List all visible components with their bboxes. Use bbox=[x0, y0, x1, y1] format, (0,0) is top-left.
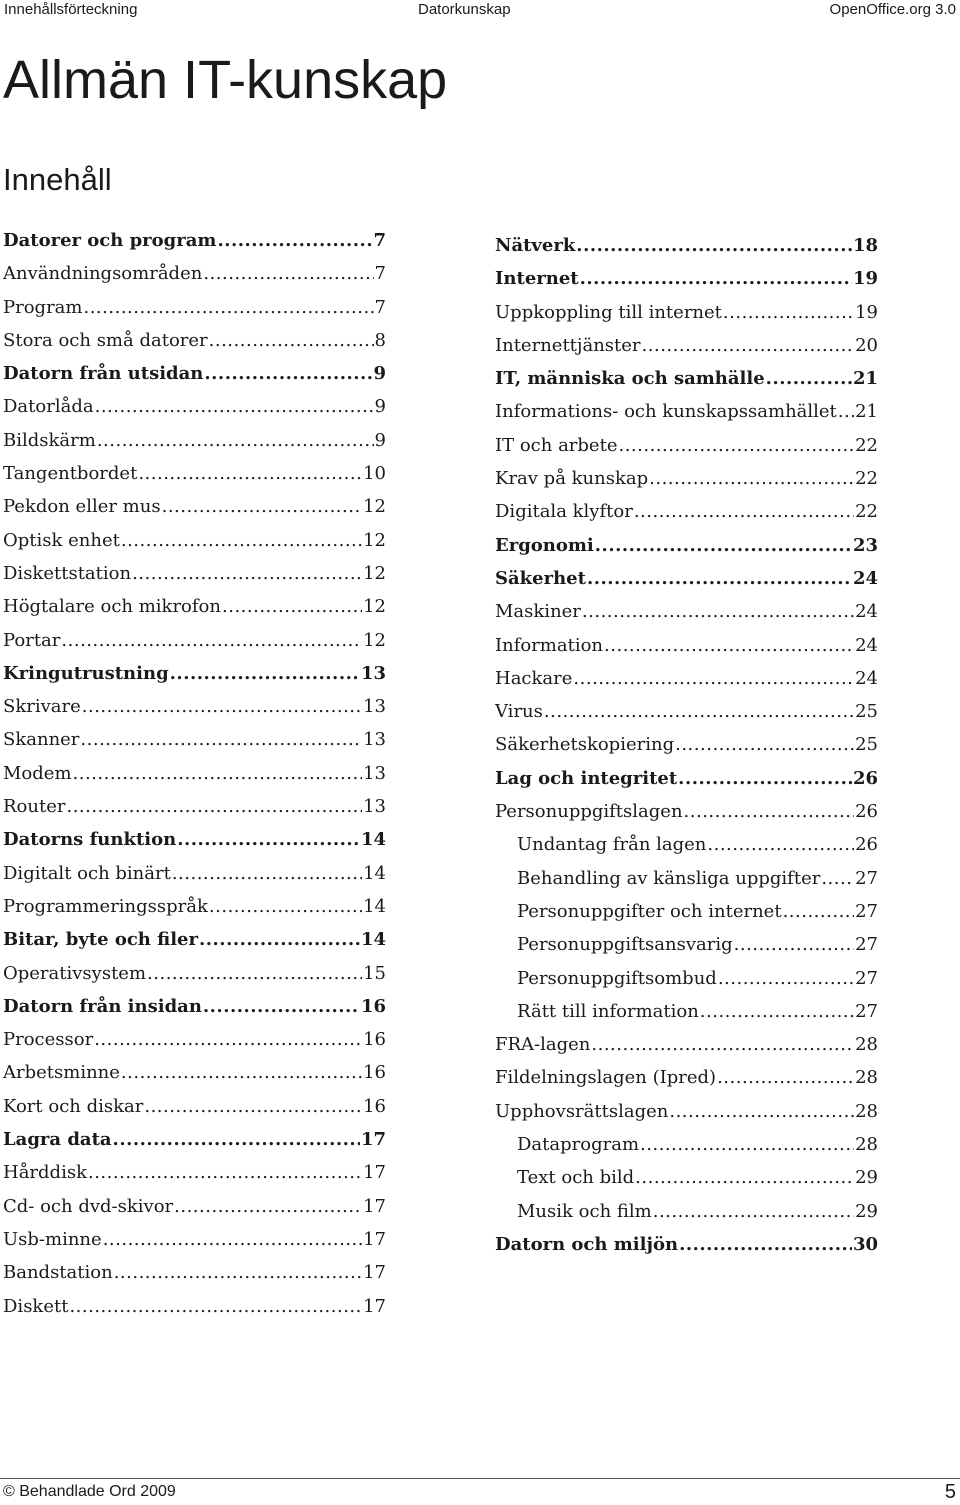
toc-dot-leader bbox=[147, 957, 362, 990]
toc-dot-leader bbox=[821, 862, 854, 895]
toc-entry-label: FRA-lagen bbox=[495, 1034, 591, 1056]
toc-entry[interactable] bbox=[3, 257, 386, 290]
toc-dot-leader bbox=[675, 728, 854, 761]
toc-entry[interactable] bbox=[3, 990, 386, 1023]
toc-entry[interactable] bbox=[3, 890, 386, 923]
toc-entry-page: 29 bbox=[855, 1167, 878, 1189]
toc-entry-page: 17 bbox=[363, 1195, 386, 1217]
toc-entry-page: 13 bbox=[360, 662, 386, 684]
toc-entry[interactable] bbox=[3, 1023, 386, 1056]
toc-dot-leader bbox=[642, 329, 855, 362]
toc-entry-page: 30 bbox=[852, 1233, 878, 1255]
toc-entry-label: Nätverk bbox=[495, 235, 576, 256]
toc-entry-label: IT, människa och samhälle bbox=[495, 368, 765, 390]
toc-entry[interactable] bbox=[495, 695, 878, 728]
toc-dot-leader bbox=[82, 690, 362, 723]
toc-dot-leader bbox=[649, 462, 854, 495]
toc-dot-leader bbox=[587, 562, 852, 595]
toc-entry-label: Kringutrustning bbox=[3, 662, 169, 684]
toc-entry[interactable] bbox=[495, 329, 878, 362]
toc-entry[interactable] bbox=[495, 462, 878, 495]
toc-entry-page: 15 bbox=[363, 962, 386, 984]
toc-entry[interactable] bbox=[495, 1128, 878, 1161]
toc-entry[interactable] bbox=[3, 1056, 386, 1089]
toc-entry[interactable] bbox=[3, 1256, 386, 1289]
toc-dot-leader bbox=[734, 928, 854, 961]
toc-entry-label: Personuppgiftsombud bbox=[517, 967, 717, 989]
toc-entry-page: 9 bbox=[374, 429, 386, 451]
toc-entry-label: Usb-minne bbox=[3, 1228, 102, 1250]
toc-dot-leader bbox=[170, 657, 360, 690]
toc-entry-page: 17 bbox=[363, 1262, 386, 1284]
toc-entry[interactable] bbox=[3, 624, 386, 657]
toc-entry-label: Information bbox=[495, 634, 604, 656]
toc-dot-leader bbox=[144, 1090, 362, 1123]
toc-entry-page: 14 bbox=[363, 895, 386, 917]
toc-dot-leader bbox=[83, 291, 373, 324]
toc-entry-page: 21 bbox=[852, 368, 878, 390]
toc-entry-label: Operativsystem bbox=[3, 962, 147, 984]
toc-dot-leader bbox=[132, 557, 362, 590]
toc-dot-leader bbox=[121, 524, 362, 557]
toc-dot-leader bbox=[97, 424, 374, 457]
toc-dot-leader bbox=[217, 224, 372, 257]
toc-dot-leader bbox=[783, 895, 855, 928]
toc-entry-label: Programmeringsspråk bbox=[3, 895, 208, 917]
toc-entry[interactable] bbox=[495, 395, 878, 428]
toc-entry-label: Bildskärm bbox=[3, 429, 96, 451]
toc-dot-leader bbox=[544, 695, 854, 728]
toc-entry-label: Diskett bbox=[3, 1295, 69, 1317]
toc-entry-page: 13 bbox=[363, 796, 386, 818]
toc-entry-label: Informations- och kunskapssamhället bbox=[495, 401, 837, 423]
toc-entry[interactable] bbox=[495, 1095, 878, 1128]
toc-dot-leader bbox=[723, 296, 854, 329]
toc-entry[interactable] bbox=[3, 224, 386, 257]
toc-entry[interactable] bbox=[495, 1228, 878, 1261]
toc-entry-page: 28 bbox=[855, 1067, 878, 1089]
toc-dot-leader bbox=[634, 495, 854, 528]
toc-entry[interactable] bbox=[495, 662, 878, 695]
toc-entry-page: 28 bbox=[855, 1034, 878, 1056]
toc-dot-leader bbox=[678, 762, 852, 795]
toc-column-right bbox=[495, 229, 878, 1261]
toc-entry-page: 24 bbox=[855, 667, 878, 689]
toc-entry-label: Hackare bbox=[495, 667, 573, 689]
toc-entry[interactable] bbox=[3, 657, 386, 690]
toc-entry-label: Kort och diskar bbox=[3, 1095, 144, 1117]
toc-entry-page: 17 bbox=[363, 1162, 386, 1184]
toc-dot-leader bbox=[591, 1028, 854, 1061]
footer-divider bbox=[0, 1478, 960, 1479]
toc-entry-page: 23 bbox=[852, 534, 878, 556]
page-title: Allmän IT-kunskap bbox=[3, 50, 448, 110]
toc-entry-label: Rätt till information bbox=[517, 1000, 699, 1022]
toc-dot-leader bbox=[717, 1061, 854, 1094]
toc-entry-page: 25 bbox=[855, 701, 878, 723]
toc-entry[interactable] bbox=[495, 795, 878, 828]
toc-entry-label: Högtalare och mikrofon bbox=[3, 596, 221, 618]
toc-entry[interactable] bbox=[495, 895, 878, 928]
toc-entry-label: Digitalt och binärt bbox=[3, 862, 171, 884]
toc-entry-page: 14 bbox=[363, 862, 386, 884]
toc-entry-page: 22 bbox=[855, 501, 878, 523]
toc-entry-page: 24 bbox=[855, 601, 878, 623]
toc-entry[interactable] bbox=[495, 495, 878, 528]
toc-dot-leader bbox=[618, 429, 854, 462]
toc-entry-label: Datorn och miljön bbox=[495, 1233, 679, 1255]
toc-entry-label: Behandling av känsliga uppgifter bbox=[517, 867, 821, 889]
toc-dot-leader bbox=[94, 1023, 362, 1056]
toc-entry-page: 9 bbox=[373, 363, 386, 385]
toc-entry-label: Upphovsrättslagen bbox=[495, 1100, 669, 1122]
toc-entry-label: Diskettstation bbox=[3, 562, 132, 584]
toc-entry-page: 27 bbox=[855, 867, 878, 889]
toc-dot-leader bbox=[595, 529, 852, 562]
toc-entry[interactable] bbox=[495, 828, 878, 861]
toc-entry[interactable] bbox=[3, 357, 386, 390]
toc-entry-label: Skanner bbox=[3, 729, 80, 751]
toc-entry-page: 16 bbox=[363, 1062, 386, 1084]
toc-entry[interactable] bbox=[495, 262, 878, 295]
toc-entry-page: 28 bbox=[855, 1100, 878, 1122]
toc-entry-label: Datorlåda bbox=[3, 396, 94, 418]
toc-entry-page: 14 bbox=[360, 829, 386, 851]
toc-entry-page: 8 bbox=[374, 329, 386, 351]
toc-entry[interactable] bbox=[3, 790, 386, 823]
toc-entry[interactable] bbox=[495, 595, 878, 628]
toc-entry-label: Program bbox=[3, 296, 83, 318]
toc-entry-label: Pekdon eller mus bbox=[3, 496, 161, 518]
toc-dot-leader bbox=[684, 795, 855, 828]
toc-entry-label: Dataprogram bbox=[517, 1134, 640, 1156]
toc-entry-page: 26 bbox=[855, 801, 878, 823]
toc-entry[interactable] bbox=[3, 690, 386, 723]
toc-dot-leader bbox=[174, 1190, 362, 1223]
toc-entry-page: 12 bbox=[363, 562, 386, 584]
toc-entry-label: Processor bbox=[3, 1029, 94, 1051]
toc-entry-label: Bandstation bbox=[3, 1262, 113, 1284]
toc-entry[interactable] bbox=[3, 1156, 386, 1189]
toc-entry[interactable] bbox=[3, 823, 386, 856]
toc-entry[interactable] bbox=[3, 524, 386, 557]
toc-dot-leader bbox=[222, 590, 362, 623]
toc-entry-page: 22 bbox=[855, 434, 878, 456]
toc-entry-page: 25 bbox=[855, 734, 878, 756]
toc-dot-leader bbox=[209, 890, 362, 923]
toc-entry-label: Ergonomi bbox=[495, 534, 594, 556]
footer-page-number: 5 bbox=[944, 1481, 956, 1503]
toc-entry[interactable] bbox=[495, 1028, 878, 1061]
toc-entry[interactable] bbox=[495, 1161, 878, 1194]
toc-entry-label: Virus bbox=[495, 701, 543, 723]
toc-entry-page: 27 bbox=[855, 1000, 878, 1022]
toc-entry-page: 26 bbox=[852, 767, 878, 789]
toc-entry[interactable] bbox=[495, 362, 878, 395]
toc-dot-leader bbox=[718, 962, 854, 995]
toc-dot-leader bbox=[121, 1056, 362, 1089]
toc-dot-leader bbox=[73, 757, 363, 790]
toc-entry-page: 24 bbox=[852, 567, 878, 589]
toc-entry-page: 28 bbox=[855, 1134, 878, 1156]
toc-entry[interactable] bbox=[495, 562, 878, 595]
toc-dot-leader bbox=[66, 790, 362, 823]
toc-entry-page: 16 bbox=[363, 1095, 386, 1117]
toc-dot-leader bbox=[576, 229, 852, 262]
toc-entry[interactable] bbox=[3, 957, 386, 990]
toc-entry-page: 19 bbox=[855, 301, 878, 323]
toc-entry[interactable] bbox=[495, 1061, 878, 1094]
toc-entry[interactable] bbox=[495, 229, 878, 262]
toc-entry[interactable] bbox=[495, 429, 878, 462]
toc-entry-label: Lagra data bbox=[3, 1129, 112, 1151]
toc-entry-label: Musik och film bbox=[517, 1200, 652, 1222]
toc-entry-label: Datorns funktion bbox=[3, 829, 177, 851]
toc-dot-leader bbox=[707, 828, 854, 861]
toc-entry-label: Användningsområden bbox=[3, 263, 203, 285]
toc-dot-leader bbox=[679, 1228, 852, 1261]
toc-dot-leader bbox=[766, 362, 852, 395]
toc-entry[interactable] bbox=[3, 590, 386, 623]
toc-entry[interactable] bbox=[3, 424, 386, 457]
toc-entry-page: 17 bbox=[363, 1228, 386, 1250]
toc-entry-label: Personuppgifter och internet bbox=[517, 900, 782, 922]
toc-entry-label: Personuppgiftsansvarig bbox=[517, 934, 733, 956]
toc-entry[interactable] bbox=[495, 1195, 878, 1228]
toc-entry-page: 29 bbox=[855, 1200, 878, 1222]
toc-entry-label: Arbetsminne bbox=[3, 1062, 120, 1084]
toc-entry-label: Datorn från insidan bbox=[3, 995, 202, 1017]
toc-entry-label: IT och arbete bbox=[495, 434, 618, 456]
toc-entry-page: 18 bbox=[852, 235, 878, 256]
toc-entry-label: Tangentbordet bbox=[3, 463, 138, 485]
toc-entry[interactable] bbox=[495, 728, 878, 761]
toc-entry-label: Datorn från utsidan bbox=[3, 363, 204, 385]
toc-entry-label: Undantag från lagen bbox=[517, 834, 707, 856]
toc-dot-leader bbox=[203, 257, 373, 290]
toc-entry-label: Digitala klyftor bbox=[495, 501, 633, 523]
toc-entry-label: Modem bbox=[3, 762, 72, 784]
toc-entry-page: 13 bbox=[363, 762, 386, 784]
toc-dot-leader bbox=[138, 457, 362, 490]
toc-entry-label: Säkerhetskopiering bbox=[495, 734, 675, 756]
toc-dot-leader bbox=[640, 1128, 854, 1161]
toc-dot-leader bbox=[113, 1123, 360, 1156]
toc-dot-leader bbox=[604, 629, 854, 662]
footer-copyright: © Behandlade Ord 2009 bbox=[3, 1483, 176, 1500]
toc-dot-leader bbox=[582, 595, 854, 628]
toc-entry-page: 12 bbox=[363, 629, 386, 651]
toc-entry-page: 12 bbox=[363, 496, 386, 518]
toc-entry-label: Säkerhet bbox=[495, 567, 586, 589]
toc-entry[interactable] bbox=[495, 296, 878, 329]
toc-entry-page: 20 bbox=[855, 334, 878, 356]
toc-entry-label: Stora och små datorer bbox=[3, 329, 208, 351]
toc-entry-label: Internettjänster bbox=[495, 334, 641, 356]
toc-entry-page: 7 bbox=[374, 263, 386, 285]
toc-entry-label: Router bbox=[3, 796, 66, 818]
toc-entry[interactable] bbox=[3, 1090, 386, 1123]
toc-entry-label: Text och bild bbox=[517, 1167, 635, 1189]
toc-entry-page: 21 bbox=[855, 401, 878, 423]
toc-entry-page: 12 bbox=[363, 529, 386, 551]
toc-entry-label: Hårddisk bbox=[3, 1162, 87, 1184]
toc-dot-leader bbox=[635, 1161, 854, 1194]
toc-entry[interactable] bbox=[495, 928, 878, 961]
toc-entry-page: 13 bbox=[363, 696, 386, 718]
toc-entry-page: 12 bbox=[363, 596, 386, 618]
toc-entry[interactable] bbox=[495, 862, 878, 895]
toc-entry-page: 27 bbox=[855, 900, 878, 922]
toc-entry-label: Uppkoppling till internet bbox=[495, 301, 722, 323]
toc-entry-page: 27 bbox=[855, 967, 878, 989]
toc-heading: Innehåll bbox=[3, 162, 112, 197]
toc-entry[interactable] bbox=[3, 1290, 386, 1323]
toc-entry[interactable] bbox=[495, 762, 878, 795]
toc-dot-leader bbox=[88, 1156, 362, 1189]
toc-entry[interactable] bbox=[3, 923, 386, 956]
toc-entry-page: 13 bbox=[363, 729, 386, 751]
toc-entry[interactable] bbox=[3, 857, 386, 890]
toc-entry[interactable] bbox=[3, 1123, 386, 1156]
toc-dot-leader bbox=[114, 1256, 362, 1289]
toc-entry-page: 26 bbox=[855, 834, 878, 856]
toc-dot-leader bbox=[177, 823, 360, 856]
toc-entry[interactable] bbox=[495, 529, 878, 562]
toc-entry[interactable] bbox=[495, 629, 878, 662]
toc-entry-page: 9 bbox=[374, 396, 386, 418]
toc-entry-page: 27 bbox=[855, 934, 878, 956]
toc-entry[interactable] bbox=[3, 390, 386, 423]
toc-entry-page: 17 bbox=[360, 1129, 386, 1151]
toc-dot-leader bbox=[203, 990, 360, 1023]
toc-entry-label: Fildelningslagen (Ipred) bbox=[495, 1067, 717, 1089]
toc-entry-label: Optisk enhet bbox=[3, 529, 120, 551]
toc-entry[interactable] bbox=[3, 457, 386, 490]
toc-dot-leader bbox=[103, 1223, 362, 1256]
toc-entry[interactable] bbox=[495, 962, 878, 995]
toc-entry[interactable] bbox=[3, 723, 386, 756]
toc-dot-leader bbox=[573, 662, 854, 695]
toc-entry[interactable] bbox=[3, 557, 386, 590]
toc-entry-label: Krav på kunskap bbox=[495, 468, 649, 490]
toc-dot-leader bbox=[80, 723, 362, 756]
toc-entry[interactable] bbox=[3, 291, 386, 324]
toc-dot-leader bbox=[669, 1095, 854, 1128]
toc-dot-leader bbox=[199, 923, 360, 956]
toc-dot-leader bbox=[162, 490, 363, 523]
toc-entry-page: 17 bbox=[363, 1295, 386, 1317]
toc-entry[interactable] bbox=[495, 995, 878, 1028]
toc-entry-page: 7 bbox=[374, 296, 386, 318]
toc-entry-page: 16 bbox=[360, 995, 386, 1017]
toc-entry-page: 14 bbox=[360, 929, 386, 951]
toc-entry-label: Personuppgiftslagen bbox=[495, 801, 683, 823]
toc-entry-label: Portar bbox=[3, 629, 61, 651]
toc-dot-leader bbox=[204, 357, 372, 390]
header-book-title: Datorkunskap bbox=[418, 1, 511, 18]
toc-dot-leader bbox=[653, 1195, 854, 1228]
toc-entry[interactable] bbox=[3, 1223, 386, 1256]
toc-entry[interactable] bbox=[3, 757, 386, 790]
toc-dot-leader bbox=[209, 324, 374, 357]
toc-entry-page: 24 bbox=[855, 634, 878, 656]
header-section-label: Innehållsförteckning bbox=[4, 1, 138, 18]
toc-entry-label: Bitar, byte och filer bbox=[3, 929, 198, 951]
toc-entry-page: 22 bbox=[855, 468, 878, 490]
toc-entry-page: 16 bbox=[363, 1029, 386, 1051]
toc-dot-leader bbox=[580, 262, 852, 295]
toc-entry[interactable] bbox=[3, 324, 386, 357]
toc-entry-label: Lag och integritet bbox=[495, 767, 678, 789]
toc-dot-leader bbox=[95, 390, 374, 423]
toc-entry-label: Maskiner bbox=[495, 601, 581, 623]
header-software-version: OpenOffice.org 3.0 bbox=[829, 1, 956, 18]
toc-entry-page: 7 bbox=[373, 230, 386, 251]
toc-dot-leader bbox=[700, 995, 854, 1028]
toc-dot-leader bbox=[838, 395, 854, 428]
toc-entry[interactable] bbox=[3, 490, 386, 523]
toc-dot-leader bbox=[61, 624, 362, 657]
toc-column-left bbox=[3, 224, 386, 1323]
toc-dot-leader bbox=[69, 1290, 362, 1323]
toc-entry-label: Cd- och dvd-skivor bbox=[3, 1195, 174, 1217]
toc-entry-page: 10 bbox=[363, 463, 386, 485]
toc-entry-page: 19 bbox=[852, 268, 878, 290]
toc-dot-leader bbox=[172, 857, 362, 890]
toc-entry-label: Internet bbox=[495, 268, 579, 290]
toc-entry-label: Skrivare bbox=[3, 696, 81, 718]
running-header bbox=[0, 0, 960, 22]
toc-entry-label: Datorer och program bbox=[3, 230, 217, 251]
toc-entry[interactable] bbox=[3, 1190, 386, 1223]
